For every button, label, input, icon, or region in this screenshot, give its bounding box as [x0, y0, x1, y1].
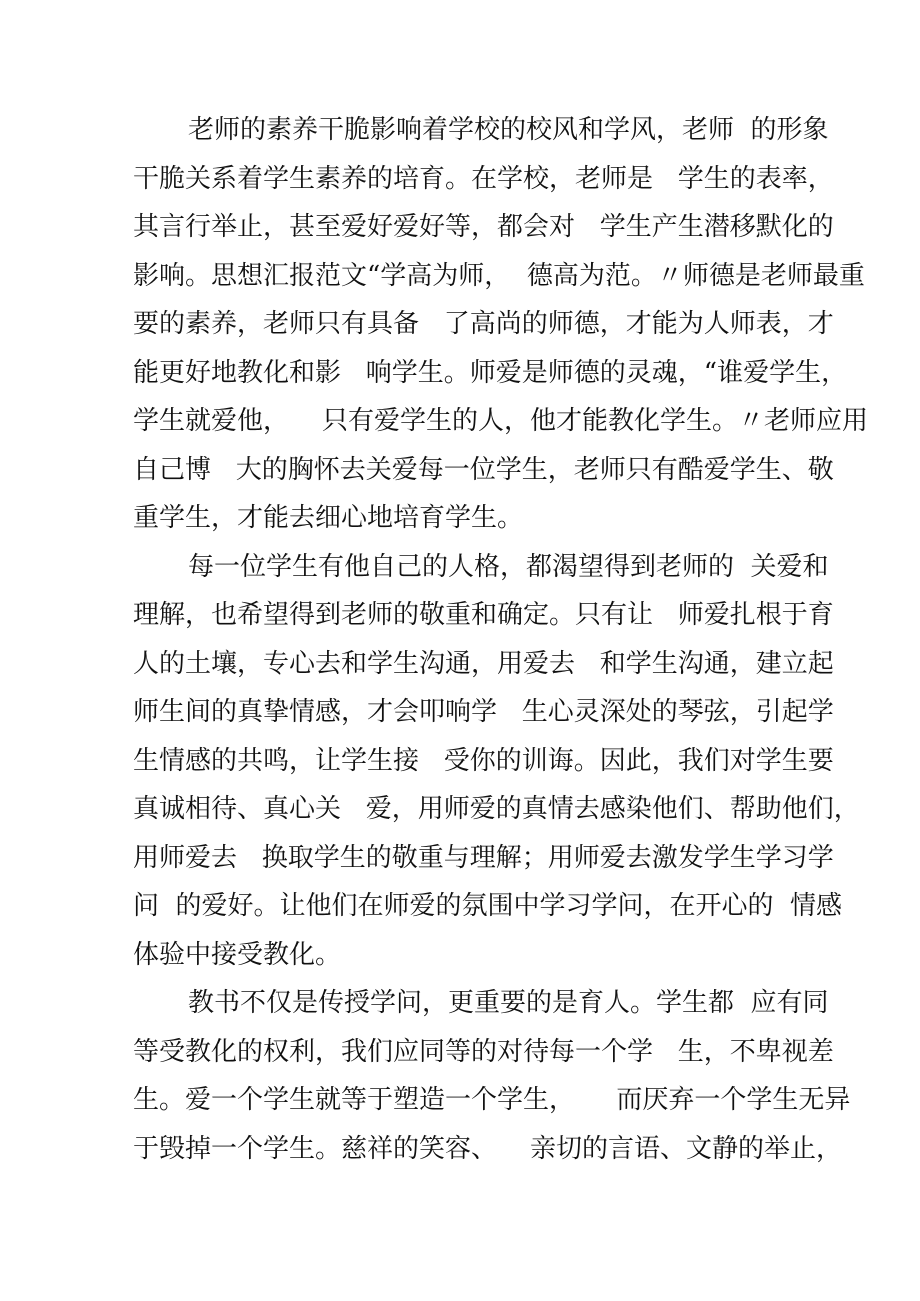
text-line: 其言行举止，甚至爱好爱好等，都会对 学生产生潜移默化的 [133, 212, 834, 242]
text-line: 学生就爱他， 只有爱学生的人，他才能教化学生。〃老师应用 [133, 406, 869, 436]
text-line: 影响。思想汇报范文“学高为师， 德高为范。〃师德是老师最重 [133, 260, 865, 291]
text-line: 用师爱去 换取学生的敬重与理解；用师爱去激发学生学习学 [133, 842, 834, 873]
text-line: 生情感的共鸣，让学生接 受你的训诲。因此，我们对学生要 [133, 745, 834, 776]
paragraph-2 [133, 543, 860, 980]
text-line: 能更好地教化和影 响学生。师爱是师德的灵魂，“谁爱学生， [133, 357, 848, 388]
text-line: 要的素养，老师只有具备 了高尚的师德，才能为人师表，才 [133, 309, 834, 339]
text-line: 教书不仅是传授学问，更重要的是育人。学生都 应有同 [188, 988, 829, 1018]
document-body [133, 106, 869, 1173]
text-line: 体验中接受教化。 [133, 939, 342, 970]
text-line: 生。爱一个学生就等于塑造一个学生， 而厌弃一个学生无异 [133, 1085, 851, 1115]
text-line: 理解，也希望得到老师的敬重和确定。只有让 师爱扎根于育 [133, 600, 834, 630]
text-line: 人的土壤，专心去和学生沟通，用爱去 和学生沟通，建立起 [133, 648, 834, 679]
paragraph-3 [133, 979, 851, 1173]
text-line: 每一位学生有他自己的人格，都渴望得到老师的 关爱和 [188, 551, 829, 582]
text-line: 问 的爱好。让他们在师爱的氛围中学习学问，在开心的 情感 [133, 891, 843, 921]
paragraph-1 [133, 106, 869, 543]
text-line: 于毁掉一个学生。慈祥的笑容、 亲切的言语、文静的举止， [133, 1133, 843, 1164]
text-line: 干脆关系着学生素养的培育。在学校，老师是 学生的表率， [133, 163, 834, 194]
text-line: 等受教化的权利，我们应同等的对待每一个学 生，不卑视差 [133, 1036, 834, 1067]
text-line: 自己博 大的胸怀去关爱每一位学生，老师只有酷爱学生、敬 [133, 454, 834, 485]
text-line: 师生间的真挚情感，才会叩响学 生心灵深处的琴弦，引起学 [133, 697, 834, 727]
text-line: 老师的素养干脆影响着学校的校风和学风，老师 的形象 [188, 115, 829, 145]
text-line: 真诚相待、真心关 爱，用师爱的真情去感染他们、帮助他们， [133, 794, 860, 824]
text-line: 重学生，才能去细心地培育学生。 [133, 503, 524, 533]
